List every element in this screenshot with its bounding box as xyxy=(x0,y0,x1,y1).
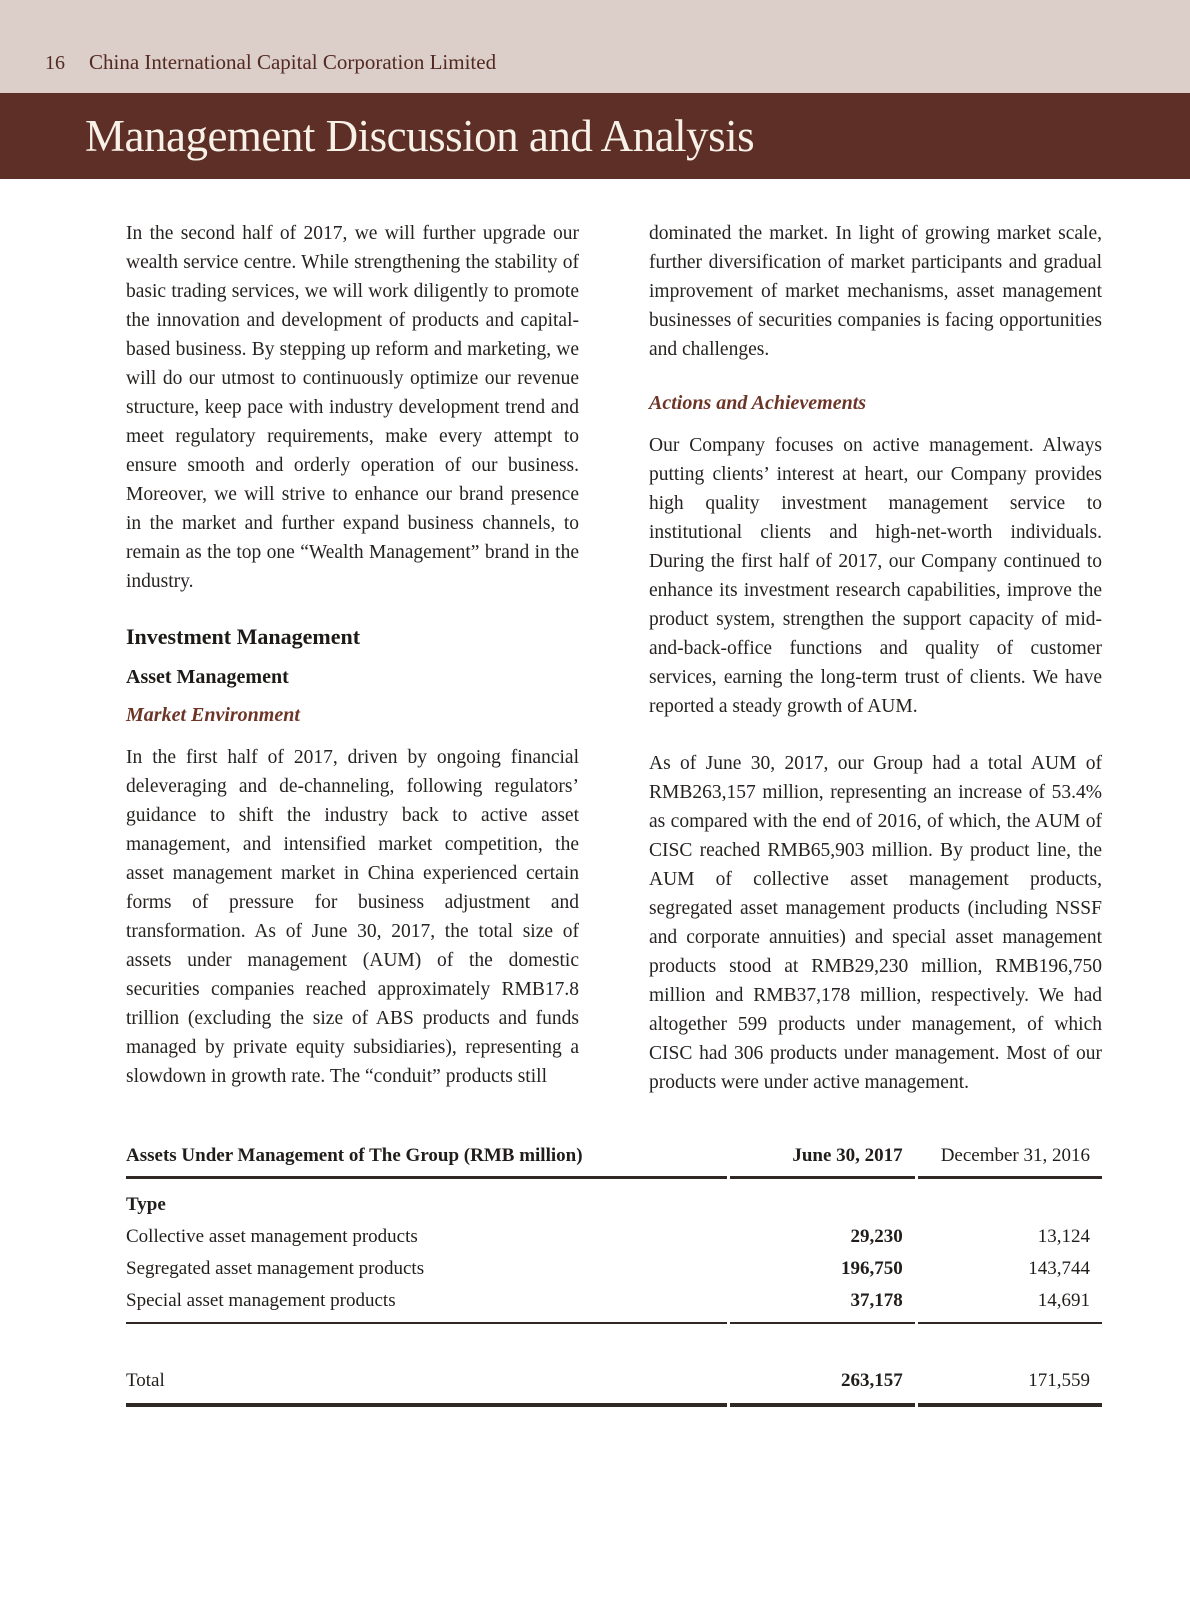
total-value-december-2016: 171,559 xyxy=(918,1366,1102,1407)
row-label: Collective asset management products xyxy=(126,1226,418,1247)
title-banner xyxy=(0,93,1190,179)
aum-table xyxy=(123,1145,1105,1407)
table-row-special xyxy=(126,1285,1102,1324)
row-label: Special asset management products xyxy=(126,1285,727,1324)
paragraph-wealth-service: In the second half of 2017, we will further upgrade our wealth service centre. While strengthening the stability of basic trading services, we will work diligently to promote the innovation and development of products and capital-based business. By stepping up reform and marketing, we will do our utmost to continuously optimize our revenue structure, keep pace with industry development trend and meet regulatory requirements, make every attempt to ensure smooth and orderly operation of our business. Moreover, we will strive to enhance our brand presence in the market and further expand business channels, to remain as the top one “Wealth Management” brand in the industry. xyxy=(126,223,579,592)
table-spacer-row xyxy=(126,1324,1102,1366)
heading-actions-achievements: Actions and Achievements xyxy=(649,392,867,414)
heading-asset-management: Asset Management xyxy=(126,666,289,688)
column-header-june-2017: June 30, 2017 xyxy=(730,1145,914,1179)
row-value-june-2017: 29,230 xyxy=(850,1226,903,1247)
right-column xyxy=(649,219,1102,1125)
table-section-row xyxy=(126,1179,1102,1221)
heading-investment-management: Investment Management xyxy=(126,624,361,649)
row-value-june-2017: 196,750 xyxy=(840,1258,903,1279)
company-name: China International Capital Corporation Limited xyxy=(89,50,497,74)
left-column xyxy=(126,219,579,1125)
heading-market-environment: Market Environment xyxy=(126,704,300,726)
paragraph-market-environment: In the first half of 2017, driven by ongoing financial deleveraging and de-channeling, following regulators’ guidance to shift the industry back to active asset management, and intensified market competition, the asset management market in China experienced certain forms of pressure for business adjustment and transformation. As of June 30, 2017, the total size of assets under management (AUM) of the domestic securities companies reached approximately RMB17.8 trillion (excluding the size of ABS products and funds managed by private equity subsidiaries), representing a slowdown in growth rate. The “conduit” products still xyxy=(126,747,579,1087)
row-value-december-2016: 13,124 xyxy=(1037,1226,1090,1247)
table-header-row xyxy=(126,1145,1102,1179)
row-label: Segregated asset management products xyxy=(126,1258,425,1279)
paragraph-aum-figures: As of June 30, 2017, our Group had a total AUM of RMB263,157 million, representing an increase of 53.4% as compared with the end of 2016, of which, the AUM of CISC reached RMB65,903 million. By product line, the AUM of collective asset management products, segregated asset management products (including NSSF and corporate annuities) and special asset management products stood at RMB29,230 million, RMB196,750 million and RMB37,178 million, respectively. We had altogether 599 products under management, of which CISC had 306 products under management. Most of our products were under active management. xyxy=(649,753,1102,1093)
row-value-december-2016: 143,744 xyxy=(1028,1258,1090,1279)
table-total-row xyxy=(126,1366,1102,1407)
row-value-june-2017: 37,178 xyxy=(730,1285,914,1324)
row-value-december-2016: 14,691 xyxy=(918,1285,1102,1324)
paragraph-active-management: Our Company focuses on active management. Always putting clients’ interest at heart, our Company provides high quality investment management service to institutional clients and high-net-worth individuals. During the first half of 2017, our Company continued to enhance its investment research capabilities, improve the product system, strengthen the support capacity of mid-and-back-office functions and quality of customer services, earning the long-term trust of clients. We have reported a steady growth of AUM. xyxy=(649,435,1102,717)
paragraph-market-continued: dominated the market. In light of growing market scale, further diversification of market participants and gradual improvement of market mechanisms, asset management businesses of securities companies is facing opportunities and challenges. xyxy=(649,223,1102,360)
table-title: Assets Under Management of The Group (RMB million) xyxy=(126,1145,727,1179)
total-label: Total xyxy=(126,1366,727,1407)
page-number: 16 xyxy=(45,52,65,74)
two-column-text xyxy=(126,219,1102,1125)
page-title: Management Discussion and Analysis xyxy=(85,111,755,161)
section-label-type: Type xyxy=(126,1194,166,1215)
page-content xyxy=(0,179,1190,1407)
table-row-collective xyxy=(126,1221,1102,1253)
page-header xyxy=(0,0,1190,93)
total-value-june-2017: 263,157 xyxy=(730,1366,914,1407)
column-header-december-2016: December 31, 2016 xyxy=(918,1145,1102,1179)
table-row-segregated xyxy=(126,1253,1102,1285)
